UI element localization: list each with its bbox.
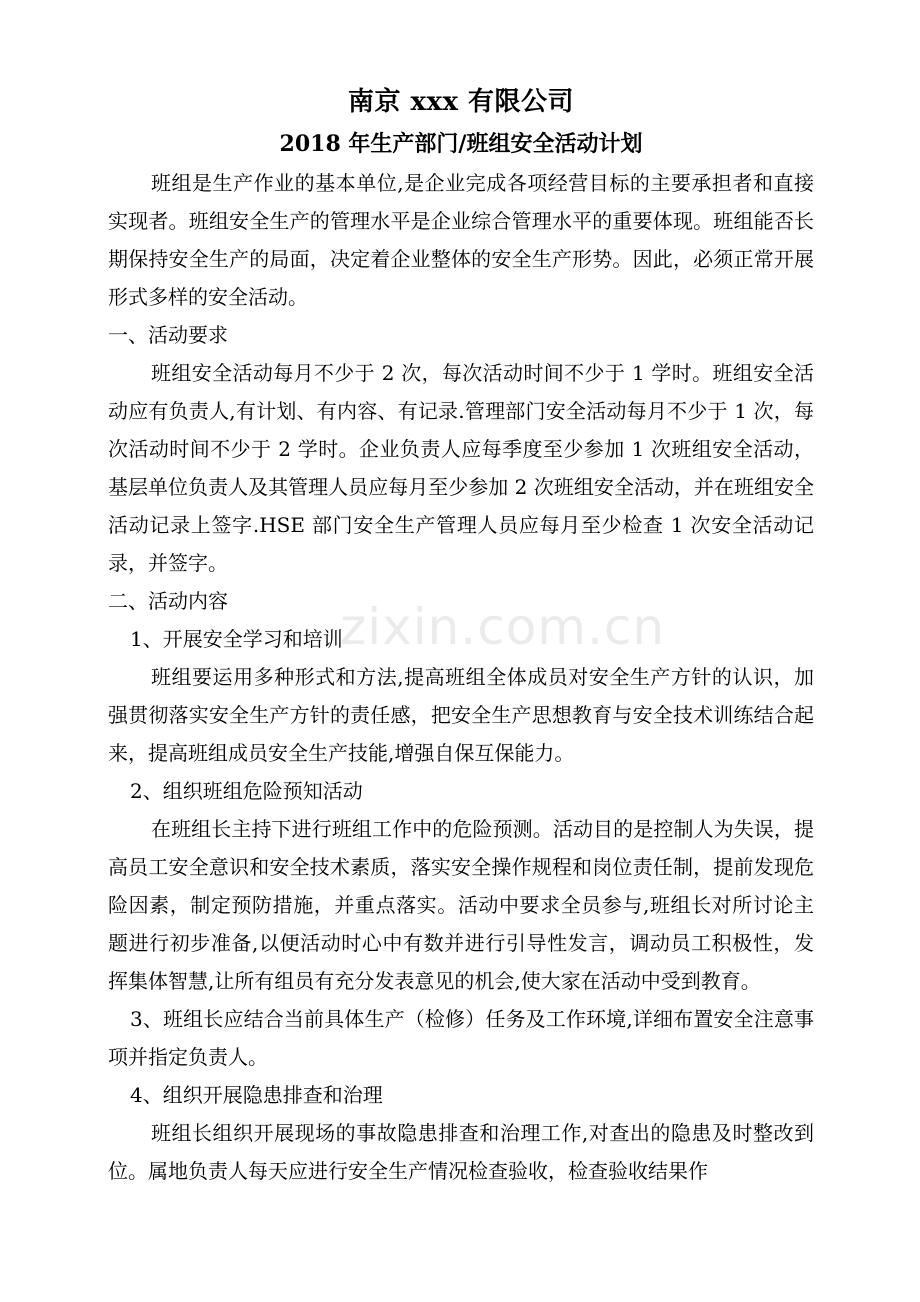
section-heading-content: 二、活动内容 — [108, 589, 228, 613]
requirements-paragraph: 班组安全活动每月不少于 2 次，每次活动时间不少于 1 学时。班组安全活动应有负责人,有计划、有内容、有记录.管理部门安全活动每月不少于 1 次，每次活动时间不少于 2 学时。企业负责人应每季度至少参加 1 次班组安全活动，基层单位负责人及其管理人员应每月至少参加 2 次班组安全活动，并在班组安全活动记录上签字.HSE 部门安全生产管理人员应每月至少检查 1 次安全活动记录，并签字。 — [108, 361, 814, 575]
hazard-inspection-paragraph: 班组长组织开展现场的事故隐患排查和治理工作,对查出的隐患及时整改到位。属地负责人每天应进行安全生产情况检查验收，检查验收结果作 — [108, 1121, 814, 1183]
document-title: 南京 xxx 有限公司 — [347, 87, 575, 117]
hazard-prediction-paragraph: 在班组长主持下进行班组工作中的危险预测。活动目的是控制人为失误，提高员工安全意识和安全技术素质，落实安全操作规程和岗位责任制，提前发现危险因素，制定预防措施，并重点落实。活动中要求全员参与,班组长对所讨论主题进行初步准备,以便活动时心中有数并进行引导性发言，调动员工积极性，发挥集体智慧,让所有组员有充分发表意见的机会,使大家在活动中受到教育。 — [108, 817, 814, 993]
training-paragraph: 班组要运用多种形式和方法,提高班组全体成员对安全生产方针的认识，加强贯彻落实安全生产方针的责任感，把安全生产思想教育与安全技术训练结合起来，提高班组成员安全生产技能,增强自保互保能力。 — [108, 665, 814, 765]
document-page — [108, 80, 814, 1190]
intro-paragraph: 班组是生产作业的基本单位,是企业完成各项经营目标的主要承担者和直接实现者。班组安全生产的管理水平是企业综合管理水平的重要体现。班组能否长期保持安全生产的局面，决定着企业整体的安全生产形势。因此，必须正常开展形式多样的安全活动。 — [108, 171, 814, 309]
section-heading-requirements: 一、活动要求 — [108, 323, 228, 347]
item-paragraph-task-briefing: 3、班组长应结合当前具体生产（检修）任务及工作环境,详细布置安全注意事项并指定负责人。 — [108, 1007, 814, 1069]
item-heading-training: 1、开展安全学习和培训 — [130, 627, 343, 651]
item-heading-hazard-inspection: 4、组织开展隐患排查和治理 — [130, 1083, 383, 1107]
document-subtitle: 2018 年生产部门/班组安全活动计划 — [279, 131, 643, 157]
item-heading-hazard-prediction: 2、组织班组危险预知活动 — [130, 779, 363, 803]
watermark: zixin.com.cn — [340, 598, 666, 656]
